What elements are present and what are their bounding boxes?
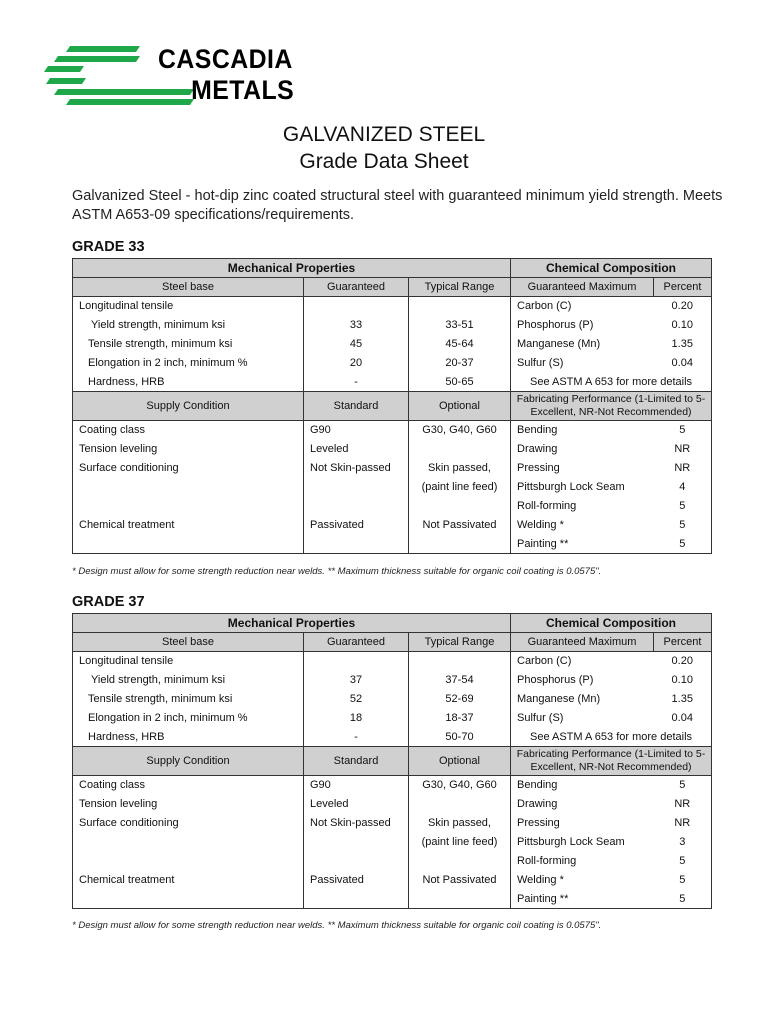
table-row bbox=[73, 814, 712, 833]
col-steel-base: Steel base bbox=[73, 633, 304, 652]
percent-cell: 1.35 bbox=[654, 335, 712, 354]
optional-cell bbox=[409, 440, 511, 459]
rating-cell: NR bbox=[654, 440, 712, 459]
typical-cell: 20-37 bbox=[409, 354, 511, 373]
fab-cell: Drawing bbox=[517, 798, 558, 810]
cond-cell: Tension leveling bbox=[73, 795, 304, 814]
grade-37-table bbox=[72, 613, 712, 909]
rating-cell: 5 bbox=[654, 776, 712, 795]
col-optional: Optional bbox=[409, 392, 511, 421]
guaranteed-cell: 33 bbox=[304, 316, 409, 335]
optional-cell: Not Passivated bbox=[409, 871, 511, 890]
rating-cell: 5 bbox=[654, 421, 712, 440]
fab-cell: Pittsburgh Lock Seam bbox=[517, 481, 625, 493]
prop-cell: Hardness, HRB bbox=[73, 728, 304, 747]
col-steel-base: Steel base bbox=[73, 278, 304, 297]
percent-cell: 0.10 bbox=[654, 671, 712, 690]
table-row bbox=[73, 535, 712, 554]
table-row bbox=[73, 890, 712, 909]
table-row bbox=[73, 709, 712, 728]
col-guaranteed-max: Guaranteed Maximum bbox=[511, 278, 654, 297]
standard-cell: Passivated bbox=[304, 871, 409, 890]
mech-props-header: Mechanical Properties bbox=[73, 259, 511, 278]
rating-cell: 5 bbox=[654, 535, 712, 554]
guaranteed-cell: 18 bbox=[304, 709, 409, 728]
guaranteed-cell: 37 bbox=[304, 671, 409, 690]
fab-cell: Roll-forming bbox=[517, 855, 577, 867]
prop-cell: Hardness, HRB bbox=[73, 373, 304, 392]
standard-cell bbox=[304, 497, 409, 516]
guaranteed-cell: - bbox=[304, 373, 409, 392]
rating-cell: NR bbox=[654, 795, 712, 814]
table-row bbox=[73, 516, 712, 535]
table-row bbox=[73, 373, 712, 392]
chem-cell: Carbon (C) bbox=[517, 655, 572, 668]
fab-cell: Painting ** bbox=[511, 535, 654, 554]
typical-cell bbox=[409, 652, 511, 671]
cond-cell: Coating class bbox=[73, 421, 304, 440]
cond-cell: Surface conditioning bbox=[73, 459, 304, 478]
standard-cell: G90 bbox=[304, 421, 409, 440]
grade-33-heading: GRADE 33 bbox=[72, 239, 145, 255]
prop-cell: Tensile strength, minimum ksi bbox=[73, 335, 304, 354]
cond-cell bbox=[73, 833, 304, 852]
company-name-line1: CASCADIA bbox=[158, 44, 293, 74]
chem-cell: Phosphorus (P) bbox=[517, 674, 594, 686]
optional-cell bbox=[409, 535, 511, 554]
fab-cell: Bending bbox=[517, 424, 558, 437]
table-row bbox=[73, 297, 712, 316]
optional-cell bbox=[409, 890, 511, 909]
fab-cell: Drawing bbox=[517, 443, 558, 455]
fab-cell: Bending bbox=[517, 779, 558, 792]
cond-cell bbox=[73, 478, 304, 497]
typical-cell: 18-37 bbox=[409, 709, 511, 728]
chem-cell: Carbon (C) bbox=[517, 300, 572, 313]
guaranteed-cell bbox=[304, 652, 409, 671]
typical-cell: 50-70 bbox=[409, 728, 511, 747]
cond-cell bbox=[73, 852, 304, 871]
rating-cell: NR bbox=[654, 459, 712, 478]
percent-cell: 0.04 bbox=[654, 354, 712, 373]
optional-cell: Skin passed, bbox=[409, 459, 511, 478]
table-row bbox=[73, 852, 712, 871]
table-row bbox=[73, 421, 712, 440]
fab-cell: Pressing bbox=[517, 462, 560, 474]
standard-cell: G90 bbox=[304, 776, 409, 795]
guaranteed-cell: 45 bbox=[304, 335, 409, 354]
typical-cell: 52-69 bbox=[409, 690, 511, 709]
table-row bbox=[73, 354, 712, 373]
col-guaranteed: Guaranteed bbox=[304, 278, 409, 297]
prop-cell: Yield strength, minimum ksi bbox=[73, 671, 304, 690]
percent-cell: 0.04 bbox=[654, 709, 712, 728]
prop-cell: Elongation in 2 inch, minimum % bbox=[73, 354, 304, 373]
optional-cell bbox=[409, 852, 511, 871]
standard-cell: Not Skin-passed bbox=[304, 459, 409, 478]
col-typical-range: Typical Range bbox=[409, 278, 511, 297]
document-subtitle: Grade Data Sheet bbox=[299, 150, 469, 173]
col-standard: Standard bbox=[304, 747, 409, 776]
prop-cell: Tensile strength, minimum ksi bbox=[73, 690, 304, 709]
chem-cell: Manganese (Mn) bbox=[517, 693, 601, 705]
fab-cell: Painting ** bbox=[511, 890, 654, 909]
cond-cell: Coating class bbox=[73, 776, 304, 795]
table-row bbox=[73, 833, 712, 852]
prop-cell: Yield strength, minimum ksi bbox=[73, 316, 304, 335]
grade-33-table bbox=[72, 258, 712, 554]
fab-cell: Roll-forming bbox=[517, 500, 577, 512]
chem-comp-header: Chemical Composition bbox=[511, 614, 712, 633]
fab-cell: Welding * bbox=[517, 874, 564, 886]
col-typical-range: Typical Range bbox=[409, 633, 511, 652]
optional-cell: G30, G40, G60 bbox=[409, 421, 511, 440]
chem-comp-header: Chemical Composition bbox=[511, 259, 712, 278]
guaranteed-cell: - bbox=[304, 728, 409, 747]
guaranteed-cell: 20 bbox=[304, 354, 409, 373]
grade-33-footnote: * Design must allow for some strength reduction near welds. ** Maximum thickness suitable for organic coil coating is 0.0575". bbox=[72, 566, 602, 577]
document-title: GALVANIZED STEEL bbox=[282, 123, 486, 146]
table-row bbox=[73, 335, 712, 354]
standard-cell bbox=[304, 478, 409, 497]
standard-cell bbox=[304, 852, 409, 871]
typical-cell: 50-65 bbox=[409, 373, 511, 392]
prop-cell: Longitudinal tensile bbox=[73, 297, 304, 316]
percent-cell: 1.35 bbox=[654, 690, 712, 709]
standard-cell: Not Skin-passed bbox=[304, 814, 409, 833]
rating-cell: 5 bbox=[654, 890, 712, 909]
fab-cell: Pittsburgh Lock Seam bbox=[517, 836, 625, 848]
company-name-line2: METALS bbox=[191, 75, 295, 105]
optional-cell: Not Passivated bbox=[409, 516, 511, 535]
col-supply-condition: Supply Condition bbox=[73, 747, 304, 776]
company-name bbox=[158, 44, 294, 106]
optional-cell: Skin passed, bbox=[409, 814, 511, 833]
table-row bbox=[73, 690, 712, 709]
guaranteed-cell bbox=[304, 297, 409, 316]
standard-cell: Leveled bbox=[304, 795, 409, 814]
table-row bbox=[73, 871, 712, 890]
mech-props-header: Mechanical Properties bbox=[73, 614, 511, 633]
cond-cell: Chemical treatment bbox=[73, 871, 304, 890]
intro-paragraph: Galvanized Steel - hot-dip zinc coated structural steel with guaranteed minimum yield strength. Meets ASTM A653-09 specifications/requirements. bbox=[72, 188, 723, 223]
col-guaranteed: Guaranteed bbox=[304, 633, 409, 652]
table-row bbox=[73, 671, 712, 690]
standard-cell: Leveled bbox=[304, 440, 409, 459]
percent-cell: 0.10 bbox=[654, 316, 712, 335]
rating-cell: 4 bbox=[654, 478, 712, 497]
chem-note-cell: See ASTM A 653 for more details bbox=[511, 373, 712, 392]
standard-cell bbox=[304, 890, 409, 909]
typical-cell: 33-51 bbox=[409, 316, 511, 335]
fab-cell: Welding * bbox=[517, 519, 564, 531]
typical-cell: 37-54 bbox=[409, 671, 511, 690]
cond-cell bbox=[73, 497, 304, 516]
table-row bbox=[73, 795, 712, 814]
col-fabricating-performance: Fabricating Performance (1-Limited to 5-Excellent, NR-Not Recommended) bbox=[511, 747, 712, 776]
col-optional: Optional bbox=[409, 747, 511, 776]
table-row bbox=[73, 478, 712, 497]
rating-cell: 5 bbox=[654, 516, 712, 535]
standard-cell: Passivated bbox=[304, 516, 409, 535]
chem-cell: Sulfur (S) bbox=[517, 712, 564, 724]
table-row bbox=[73, 776, 712, 795]
table-row bbox=[73, 440, 712, 459]
cond-cell: Surface conditioning bbox=[73, 814, 304, 833]
percent-cell: 0.20 bbox=[654, 297, 712, 316]
table-row bbox=[73, 497, 712, 516]
grade-37-heading: GRADE 37 bbox=[72, 594, 145, 610]
rating-cell: 5 bbox=[654, 852, 712, 871]
cond-cell bbox=[73, 890, 304, 909]
grade-37-footnote: * Design must allow for some strength reduction near welds. ** Maximum thickness suitable for organic coil coating is 0.0575". bbox=[72, 920, 602, 931]
rating-cell: 5 bbox=[654, 497, 712, 516]
col-fabricating-performance: Fabricating Performance (1-Limited to 5-Excellent, NR-Not Recommended) bbox=[511, 392, 712, 421]
optional-cell: G30, G40, G60 bbox=[409, 776, 511, 795]
typical-cell: 45-64 bbox=[409, 335, 511, 354]
cond-cell: Tension leveling bbox=[73, 440, 304, 459]
chem-cell: Sulfur (S) bbox=[517, 357, 564, 369]
rating-cell: NR bbox=[654, 814, 712, 833]
chem-cell: Manganese (Mn) bbox=[517, 338, 601, 350]
percent-cell: 0.20 bbox=[654, 652, 712, 671]
col-standard: Standard bbox=[304, 392, 409, 421]
optional-cell bbox=[409, 795, 511, 814]
table-row bbox=[73, 316, 712, 335]
standard-cell bbox=[304, 833, 409, 852]
rating-cell: 5 bbox=[654, 871, 712, 890]
col-percent: Percent bbox=[654, 633, 712, 652]
prop-cell: Elongation in 2 inch, minimum % bbox=[73, 709, 304, 728]
prop-cell: Longitudinal tensile bbox=[73, 652, 304, 671]
table-row bbox=[73, 728, 712, 747]
rating-cell: 3 bbox=[654, 833, 712, 852]
chem-cell: Phosphorus (P) bbox=[517, 319, 594, 331]
optional-cell: (paint line feed) bbox=[409, 833, 511, 852]
typical-cell bbox=[409, 297, 511, 316]
col-supply-condition: Supply Condition bbox=[73, 392, 304, 421]
table-row bbox=[73, 652, 712, 671]
cond-cell bbox=[73, 535, 304, 554]
optional-cell bbox=[409, 497, 511, 516]
fab-cell: Pressing bbox=[517, 817, 560, 829]
optional-cell: (paint line feed) bbox=[409, 478, 511, 497]
standard-cell bbox=[304, 535, 409, 554]
col-guaranteed-max: Guaranteed Maximum bbox=[511, 633, 654, 652]
col-percent: Percent bbox=[654, 278, 712, 297]
table-row bbox=[73, 459, 712, 478]
guaranteed-cell: 52 bbox=[304, 690, 409, 709]
chem-note-cell: See ASTM A 653 for more details bbox=[511, 728, 712, 747]
cond-cell: Chemical treatment bbox=[73, 516, 304, 535]
